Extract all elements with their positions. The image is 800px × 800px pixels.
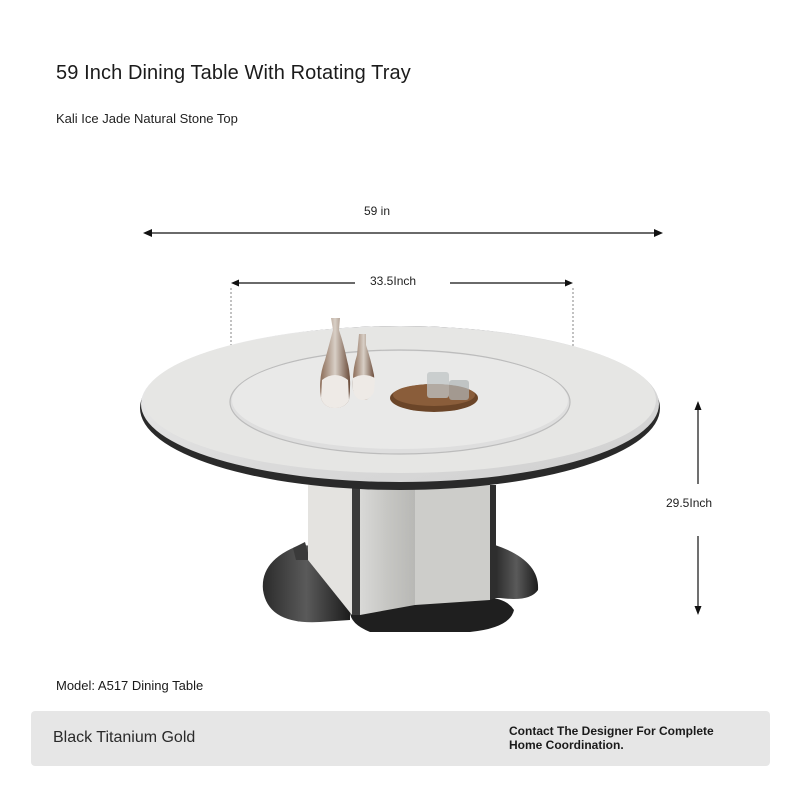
footer-bar (31, 711, 770, 766)
product-subtitle: Kali Ice Jade Natural Stone Top (56, 111, 238, 126)
tray-dimension-label: 33.5Inch (366, 274, 420, 288)
model-label: Model: A517 Dining Table (56, 678, 204, 693)
width-dimension-label: 59 in (360, 204, 394, 218)
product-title: 59 Inch Dining Table With Rotating Tray (56, 62, 411, 84)
width-dimension-arrow (143, 229, 663, 237)
color-finish-label: Black Titanium Gold (53, 729, 196, 746)
contact-designer-text: Contact The Designer For Complete Home Coordination. (509, 724, 714, 752)
height-dimension-label: 29.5Inch (662, 496, 716, 510)
